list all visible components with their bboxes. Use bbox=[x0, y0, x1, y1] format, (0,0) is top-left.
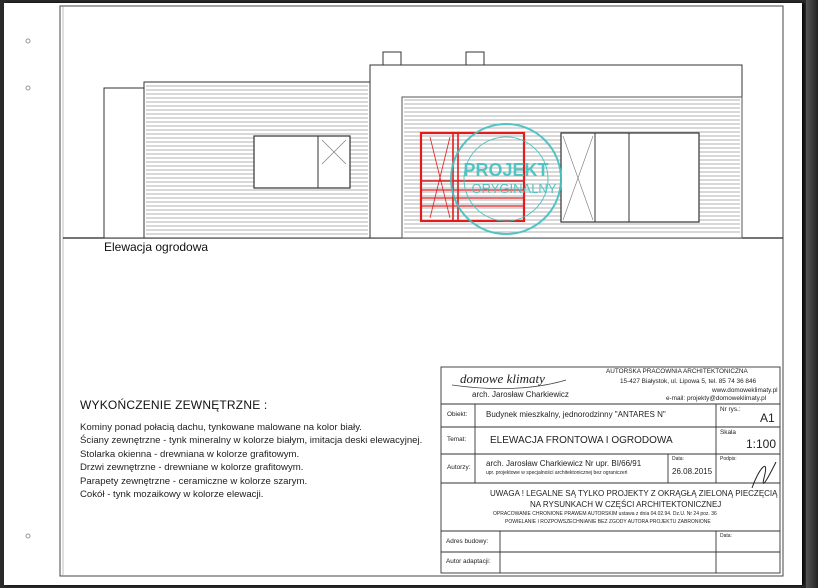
studio-website: www.domoweklimaty.pl bbox=[712, 387, 778, 394]
view-label: Elewacja ogrodowa bbox=[104, 240, 209, 254]
site-address-label: Adres budowy: bbox=[446, 538, 489, 545]
house-left-wing bbox=[104, 82, 370, 238]
subject-value: ELEWACJA FRONTOWA I OGRODOWA bbox=[490, 435, 673, 446]
adapter-label: Autor adaptacji: bbox=[446, 558, 491, 565]
sheet-no: A1 bbox=[760, 411, 775, 425]
authors-value: arch. Jarosław Charkiewicz Nr upr. BI/66/91 bbox=[486, 459, 642, 468]
specs-list bbox=[80, 421, 422, 501]
subject-label: Temat: bbox=[447, 436, 467, 443]
notice-line-3: OPRACOWANIE CHRONIONE PRAWEM AUTORSKIM ustawa z dnia 04.02.94. Dz.U. Nr 24 poz. 36 bbox=[493, 511, 717, 517]
spec-item: Drzwi zewnętrzne - drewniane w kolorze grafitowym. bbox=[80, 462, 304, 474]
scale-label: Skala bbox=[720, 429, 736, 436]
signature bbox=[752, 462, 776, 488]
studio-address: 15-427 Białystok, ul. Lipowa 5, tel. 85 74 36 846 bbox=[620, 378, 757, 385]
spec-item: Stolarka okienna - drewniana w kolorze grafitowym. bbox=[80, 448, 300, 460]
spec-item: Ściany zewnętrzne - tynk mineralny w kolorze białym, imitacja deski elewacyjnej. bbox=[80, 435, 423, 447]
scale-value: 1:100 bbox=[746, 437, 777, 451]
spec-item: Kominy ponad połacią dachu, tynkowane malowane na kolor biały. bbox=[80, 422, 362, 433]
studio-name: AUTORSKA PRACOWNIA ARCHITEKTONICZNA bbox=[606, 368, 748, 375]
notice-line-1: UWAGA ! LEGALNE SĄ TYLKO PROJEKTY Z OKRĄGŁĄ ZIELONĄ PIECZĘCIĄ bbox=[490, 489, 778, 498]
authors-note: upr. projektowe w specjalności architektonicznej bez ograniczeń bbox=[486, 470, 628, 476]
date2-label: Data: bbox=[720, 533, 732, 539]
studio-email: e-mail: projekty@domoweklimaty.pl bbox=[666, 395, 767, 402]
terrace-door-right bbox=[561, 133, 699, 222]
object-value: Budynek mieszkalny, jednorodzinny "ANTARES N" bbox=[486, 410, 666, 419]
specs-title: WYKOŃCZENIE ZEWNĘTRZNE : bbox=[80, 398, 268, 412]
signature-label: Podpis: bbox=[720, 456, 737, 462]
object-label: Obiekt: bbox=[447, 411, 468, 418]
date-label: Data: bbox=[672, 456, 684, 462]
house-right-wing bbox=[370, 52, 742, 238]
logo: domowe klimaty bbox=[460, 371, 545, 386]
authors-label: Autorzy: bbox=[447, 464, 471, 471]
window-left bbox=[254, 136, 350, 188]
date-value: 26.08.2015 bbox=[672, 467, 713, 476]
stamp-line2: ORYGINALNY bbox=[471, 181, 557, 196]
spec-item: Cokół - tynk mozaikowy w kolorze elewacji. bbox=[80, 489, 264, 501]
sheet-no-label: Nr rys.: bbox=[720, 406, 741, 413]
notice-line-2: NA RYSUNKACH W CZĘŚCI ARCHITEKTONICZNEJ bbox=[530, 500, 722, 509]
notice-line-4: POWIELANIE I ROZPOWSZECHNIANIE BEZ ZGODY AUTORA PROJEKTU ZABRONIONE bbox=[505, 519, 711, 525]
architect-name: arch. Jarosław Charkiewicz bbox=[472, 390, 569, 399]
stamp-line1: PROJEKT bbox=[463, 160, 549, 180]
spec-item: Parapety zewnętrzne - ceramiczne w kolorze szarym. bbox=[80, 475, 308, 487]
